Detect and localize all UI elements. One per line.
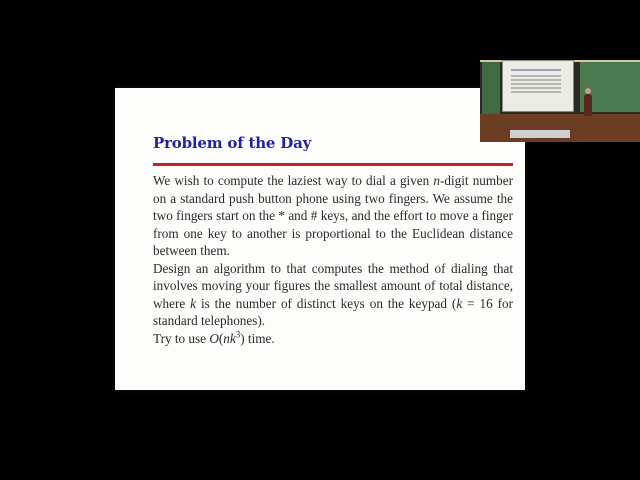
- variable-k-2: k: [456, 295, 463, 311]
- p3-text-b: time.: [244, 330, 275, 346]
- video-desk: [510, 130, 570, 138]
- video-screen-lines: [511, 69, 561, 71]
- problem-paragraph-2: [153, 260, 513, 330]
- lecturer-figure: [584, 94, 592, 116]
- variable-k: k: [190, 295, 197, 311]
- video-chalkboard-left: [482, 62, 500, 114]
- lecture-slide: [115, 88, 525, 390]
- video-projection-screen: [502, 60, 574, 112]
- close-paren: ): [240, 330, 245, 346]
- big-o: O: [209, 330, 219, 346]
- exponent: 3: [235, 329, 241, 340]
- variable-n-3: n: [223, 330, 230, 346]
- p1-text-b: -digit number on a standard push button phone using two fingers. We assume the two fingers start on the * and # keys, and the effort to move a finger from one key to another is proportional to the Euclidean distance between them.: [153, 173, 514, 258]
- slide-title: Problem of the Day: [153, 134, 312, 152]
- slide-body: [153, 172, 513, 347]
- problem-paragraph-3: [153, 330, 513, 348]
- variable-k-3: k: [229, 330, 236, 346]
- p2-text-b: is the number of distinct keys on the keypad (: [196, 295, 457, 311]
- p2-text-a: Design an algorithm to that computes the method of dialing that involves moving your figures the smallest amount of total distance, where: [153, 260, 513, 311]
- open-paren: (: [218, 330, 224, 346]
- p2-text-c: = 16 for standard telephones).: [153, 295, 513, 328]
- p1-text-a: We wish to compute the laziest way to dial a given: [153, 173, 434, 188]
- title-underline: [153, 163, 513, 166]
- problem-paragraph-1: [153, 172, 513, 260]
- variable-n: n: [433, 173, 440, 188]
- p3-text-a: Try to use: [153, 330, 210, 346]
- lecturer-video-inset: [480, 60, 640, 142]
